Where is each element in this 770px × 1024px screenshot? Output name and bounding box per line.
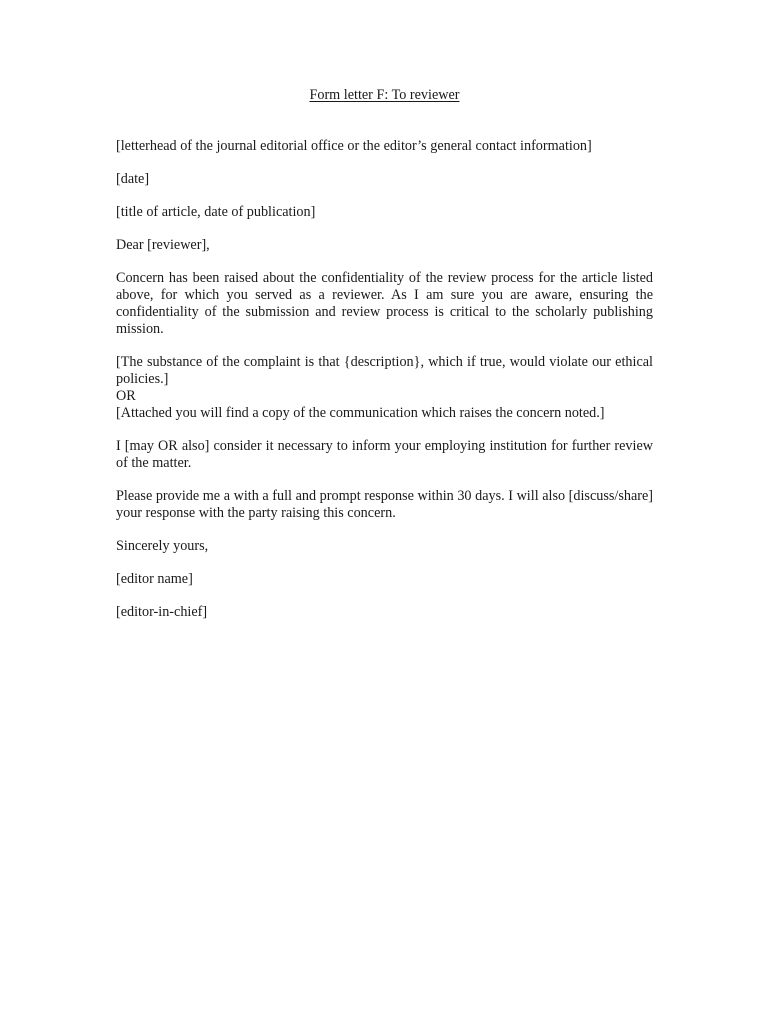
complaint-substance-paragraph: [The substance of the complaint is that {description}, which if true, would violate our ethical policies.]	[116, 354, 653, 387]
inform-institution-paragraph: I [may OR also] consider it necessary to inform your employing institution for further review of the matter.	[116, 438, 653, 471]
editor-title: [editor-in-chief]	[116, 604, 208, 620]
article-reference: [title of article, date of publication]	[116, 204, 316, 220]
or-separator: OR	[116, 388, 136, 404]
concern-paragraph: Concern has been raised about the confidentiality of the review process for the article listed above, for which you served as a reviewer. As I am sure you are aware, ensuring the confidentiality of the submission and review process is critical to the scholarly publishing mission.	[116, 270, 653, 337]
closing: Sincerely yours,	[116, 538, 209, 554]
letter-body	[116, 87, 653, 637]
document-title: Form letter F: To reviewer	[309, 87, 460, 103]
date-placeholder: [date]	[116, 171, 150, 187]
editor-name: [editor name]	[116, 571, 193, 587]
attachment-paragraph: [Attached you will find a copy of the communication which raises the concern noted.]	[116, 405, 605, 421]
salutation: Dear [reviewer],	[116, 237, 210, 253]
letterhead-placeholder: [letterhead of the journal editorial office or the editor’s general contact information]	[116, 138, 592, 154]
response-request-paragraph: Please provide me a with a full and prompt response within 30 days. I will also [discuss/share] your response with the party raising this concern.	[116, 488, 653, 521]
